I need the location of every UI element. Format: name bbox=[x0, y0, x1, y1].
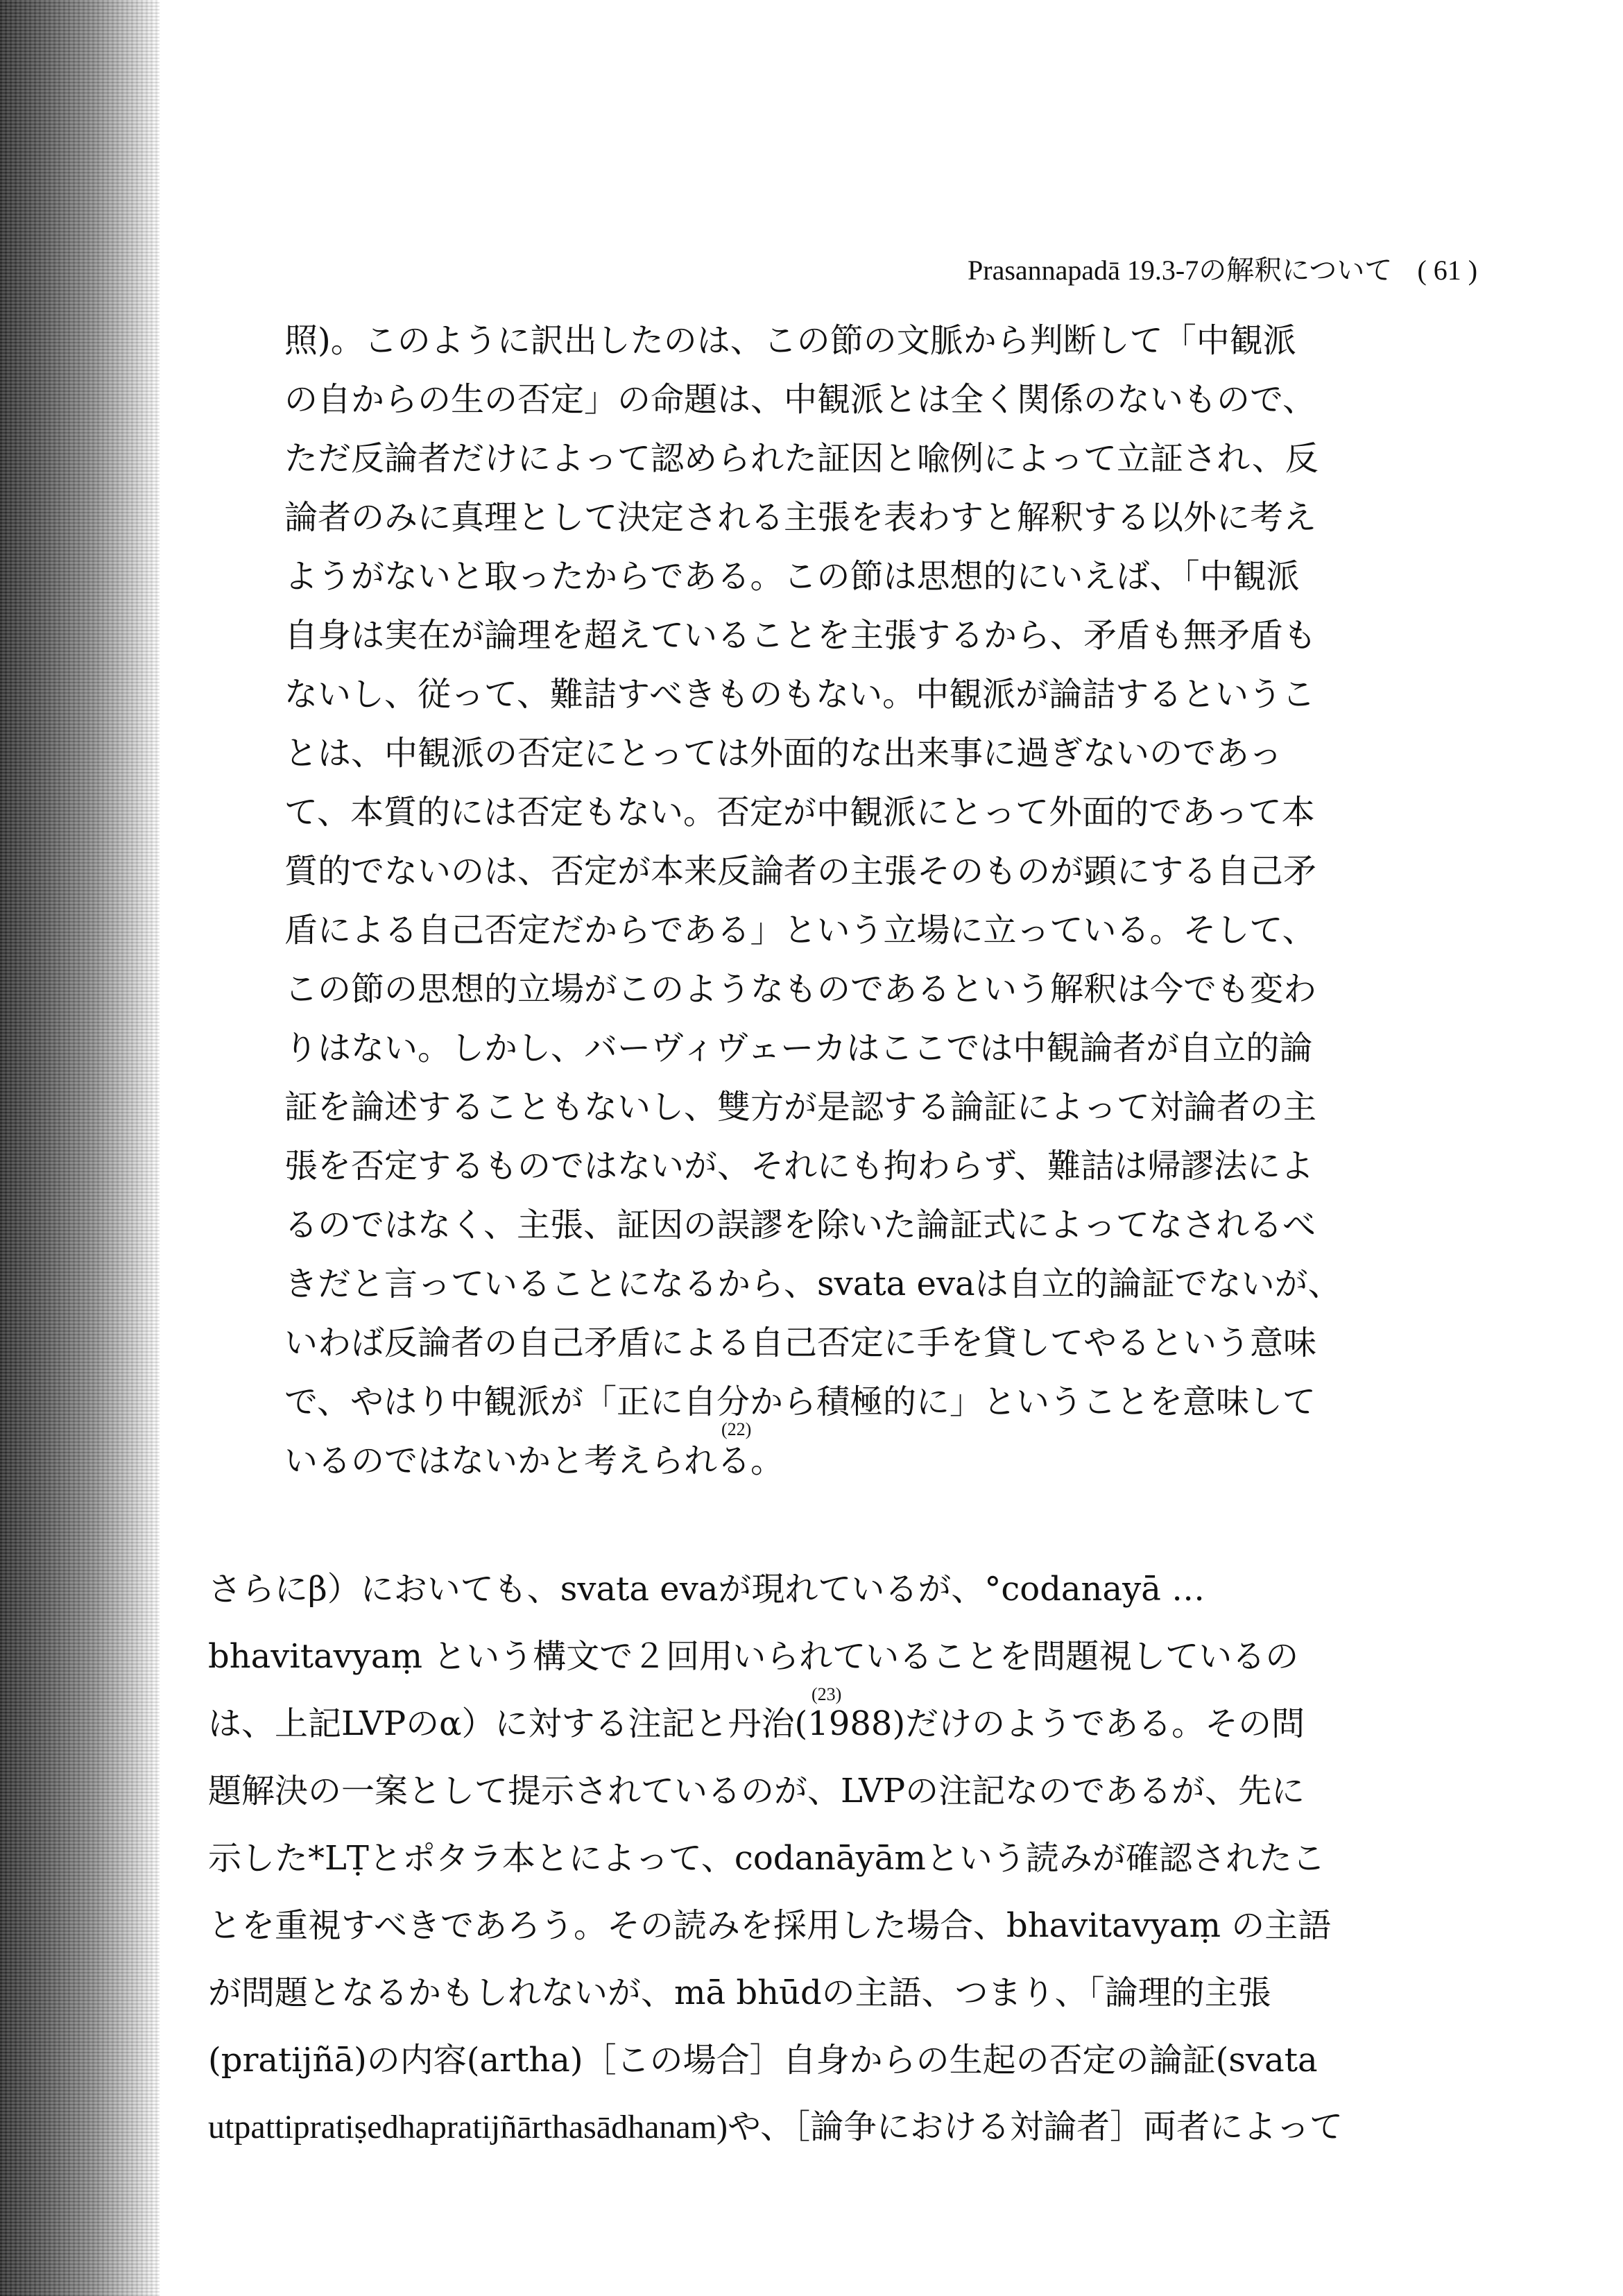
text-line: とを重視すべきであろう。その読みを採用した場合、bhavitavyaṃ の主語 bbox=[208, 1906, 1332, 1945]
scan-shadow-edge bbox=[0, 0, 160, 2296]
text-line: 張を否定するものではないが、それにも拘わらず、難詰は帰謬法によ bbox=[284, 1147, 1314, 1185]
body-block bbox=[208, 1568, 1373, 2220]
footnote-ref-22: (22) bbox=[721, 1419, 752, 1439]
text-line: て、本質的には否定もない。否定が中観派にとって外面的であって本 bbox=[284, 793, 1315, 832]
text-line: bhavitavyaṃ という構文で２回用いられていることを問題視しているの bbox=[208, 1637, 1299, 1676]
text-line: いるのではないかと考えられる。 bbox=[284, 1441, 784, 1480]
text-line: の自からの生の否定」の命題は、中観派とは全く関係のないもので、 bbox=[284, 380, 1316, 419]
text-line: 題解決の一案として提示されているのが、LVPの注記なのであるが、先に bbox=[208, 1772, 1305, 1810]
text-line: utpattipratiṣedhapratijñārthasādhanam)や、［論争における対論者］両者によって bbox=[208, 2109, 1343, 2145]
text-line: が問題となるかもしれないが、mā bhūdの主語、つまり、「論理的主張 bbox=[208, 1973, 1271, 2012]
text-line: この節の思想的立場がこのようなものであるという解釈は今でも変わ bbox=[284, 970, 1317, 1009]
text-line: 盾による自己否定だからである」という立場に立っている。そして、 bbox=[284, 911, 1316, 950]
text-line: るのではなく、主張、証因の誤謬を除いた論証式によってなされるべ bbox=[284, 1206, 1316, 1244]
text-line: りはない。しかし、バーヴィヴェーカはここでは中観論者が自立的論 bbox=[284, 1029, 1313, 1068]
footnote-ref-23: (23) bbox=[812, 1684, 842, 1704]
text-line: 論者のみに真理として決定される主張を表わすと解釈する以外に考え bbox=[284, 498, 1317, 537]
text-line: きだと言っていることになるから、svata evaは自立的論証でないが、 bbox=[284, 1265, 1341, 1303]
text-line: 照)。このように訳出したのは、この節の文脈から判断して「中観派 bbox=[284, 321, 1296, 360]
text-line: で、やはり中観派が「正に自分から積極的に」ということを意味して bbox=[284, 1382, 1316, 1421]
text-line: 自身は実在が論理を超えていることを主張するから、矛盾も無矛盾も bbox=[284, 616, 1317, 655]
text-line: 証を論述することもないし、雙方が是認する論証によって対論者の主 bbox=[284, 1088, 1317, 1126]
text-line: 質的でないのは、否定が本来反論者の主張そのものが顕にする自己矛 bbox=[284, 852, 1317, 891]
running-head-title: Prasannapadā 19.3-7の解釈について bbox=[968, 255, 1393, 286]
text-line: さらにβ）においても、svata evaが現れているが、°codanayā … bbox=[208, 1570, 1205, 1609]
quote-block bbox=[284, 319, 1366, 1568]
text-line: は、上記LVPのα）に対する注記と丹治(1988)だけのようである。その問 bbox=[208, 1704, 1305, 1743]
text-line: 示した*LṬとポタラ本とによって、codanāyāmという読みが確認されたこ bbox=[208, 1839, 1325, 1878]
text-line: (pratijñā)の内容(artha)［この場合］自身からの生起の否定の論証(svata bbox=[208, 2041, 1318, 2080]
text-line: とは、中観派の否定にとっては外面的な出来事に過ぎないのであっ bbox=[284, 734, 1282, 773]
page-number: ( 61 ) bbox=[1417, 255, 1478, 286]
text-line: ないし、従って、難詰すべきものもない。中観派が論詰するというこ bbox=[284, 675, 1316, 714]
text-line: ただ反論者だけによって認められた証因と喩例によって立証され、反 bbox=[284, 439, 1319, 478]
running-head bbox=[968, 250, 1478, 291]
text-line: いわば反論者の自己矛盾による自己否定に手を貸してやるという意味 bbox=[284, 1323, 1317, 1362]
text-line: ようがないと取ったからである。この節は思想的にいえば、「中観派 bbox=[284, 557, 1300, 596]
